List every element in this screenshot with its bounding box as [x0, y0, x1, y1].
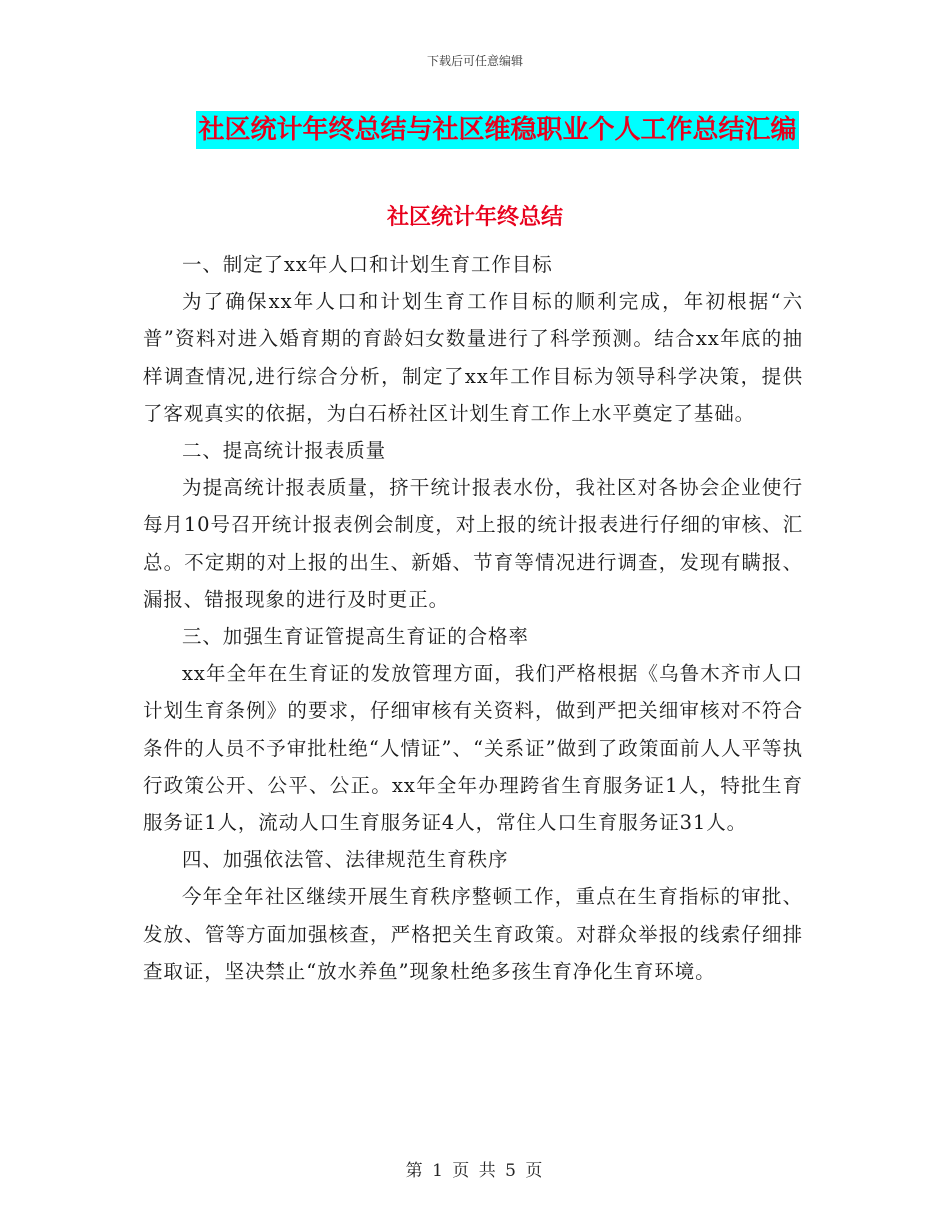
page-header-note: 下载后可任意编辑: [426, 54, 523, 68]
heading-paragraph-1: 一、制定了xx年人口和计划生育工作目标: [182, 253, 553, 276]
body-paragraph-1: 为了确保xx年人口和计划生育工作目标的顺利完成，年初根据“六普”资料对进入婚育期的育龄妇女数量进行了科学预测。结合xx年底的抽样调查情况,进行综合分析，制定了xx年工作目标为领导科学决策，提供了客观真实的依据，为白石桥社区计划生育工作上水平奠定了基础。: [143, 290, 803, 425]
body-paragraph-3: xx年全年在生育证的发放管理方面，我们严格根据《乌鲁木齐市人口计划生育条例》的要求，仔细审核有关资料，做到严把关细审核对不符合条件的人员不予审批杜绝“人情证”、“关系证”做到了政策面前人人平等执行政策公开、公平、公正。xx年全年办理跨省生育服务证1人，特批生育服务证1人，流动人口生育服务证4人，常住人口生育服务证31人。: [143, 662, 803, 835]
body-paragraph-2: 为提高统计报表质量，挤干统计报表水份，我社区对各协会企业使行每月10号召开统计报表例会制度，对上报的统计报表进行仔细的审核、汇总。不定期的对上报的出生、新婚、节育等情况进行调查，发现有瞒报、漏报、错报现象的进行及时更正。: [143, 476, 803, 611]
document-title-container: [0, 111, 950, 149]
document-body: [143, 246, 803, 990]
page-number-footer: 第 1 页 共 5 页: [405, 1161, 545, 1181]
body-paragraph-4: 今年全年社区继续开展生育秩序整顿工作，重点在生育指标的审批、发放、管等方面加强核查，严格把关生育政策。对群众举报的线索仔细排查取证，坚决禁止“放水养鱼”现象杜绝多孩生育净化生育环境。: [143, 885, 803, 983]
heading-paragraph-4: 四、加强依法管、法律规范生育秩序: [182, 848, 509, 872]
heading-paragraph-3: 三、加强生育证管提高生育证的合格率: [182, 625, 529, 649]
heading-paragraph-2: 二、提高统计报表质量: [182, 439, 387, 463]
section-title: 社区统计年终总结: [386, 205, 563, 230]
document-title: 社区统计年终总结与社区维稳职业个人工作总结汇编: [196, 111, 798, 149]
